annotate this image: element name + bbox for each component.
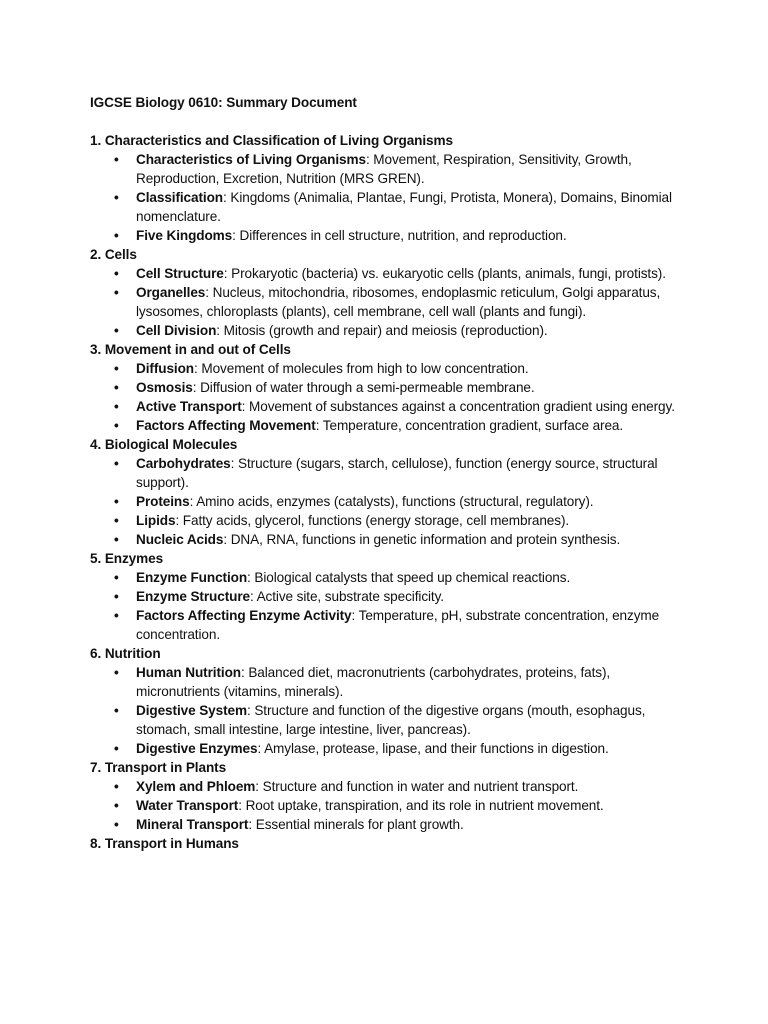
item-term: Xylem and Phloem [136,779,256,794]
item-description: : Kingdoms (Animalia, Plantae, Fungi, Protista, Monera), Domains, Binomial nomenclature. [136,190,672,224]
list-item [90,739,690,758]
section-heading: 5. Enzymes [90,551,164,566]
item-description: : Temperature, concentration gradient, surface area. [315,418,624,433]
bullet-icon: • [114,779,119,794]
section-list [90,568,690,644]
item-description: : Movement of substances against a concentration gradient using energy. [241,399,675,414]
list-item [90,663,690,701]
list-item [90,283,690,321]
bullet-icon: • [114,190,119,205]
item-term: Enzyme Structure [136,589,250,604]
list-item [90,416,690,435]
item-description: : Root uptake, transpiration, and its role in nutrient movement. [238,798,604,813]
bullet-icon: • [114,285,119,300]
bullet-icon: • [114,741,119,756]
item-term: Mineral Transport [136,817,249,832]
item-description: : Amylase, protease, lipase, and their functions in digestion. [257,741,609,756]
item-term: Human Nutrition [136,665,241,680]
list-item [90,701,690,739]
item-description: : Mitosis (growth and repair) and meiosis (reproduction). [216,323,548,338]
item-description: : Movement of molecules from high to low concentration. [194,361,529,376]
bullet-icon: • [114,665,119,680]
item-term: Digestive System [136,703,247,718]
bullet-icon: • [114,513,119,528]
list-item [90,321,690,340]
item-description: : Differences in cell structure, nutrition, and reproduction. [232,228,567,243]
bullet-icon: • [114,361,119,376]
item-term: Classification [136,190,223,205]
bullet-icon: • [114,399,119,414]
bullet-icon: • [114,266,119,281]
item-description: : Structure (sugars, starch, cellulose), function (energy source, structural support). [136,456,658,490]
item-description: : Nucleus, mitochondria, ribosomes, endoplasmic reticulum, Golgi apparatus, lysosomes, chloroplasts (plants), cell membrane, cell wall (plants and fungi). [136,285,661,319]
item-term: Organelles [136,285,206,300]
bullet-icon: • [114,418,119,433]
item-term: Five Kingdoms [136,228,233,243]
document-sections [90,131,690,853]
bullet-icon: • [114,817,119,832]
item-term: Cell Structure [136,266,224,281]
list-item [90,777,690,796]
section-list [90,359,690,435]
item-description: : Essential minerals for plant growth. [248,817,464,832]
section-heading: 1. Characteristics and Classification of Living Organisms [90,133,453,148]
list-item [90,530,690,549]
list-item [90,587,690,606]
item-term: Cell Division [136,323,217,338]
item-term: Water Transport [136,798,239,813]
list-item [90,454,690,492]
item-term: Characteristics of Living Organisms [136,152,366,167]
list-item [90,796,690,815]
item-term: Nucleic Acids [136,532,224,547]
list-item [90,264,690,283]
item-term: Factors Affecting Enzyme Activity [136,608,352,623]
item-description: : Temperature, pH, substrate concentration, enzyme concentration. [136,608,660,642]
section-list [90,777,690,834]
section-list [90,264,690,340]
item-term: Active Transport [136,399,242,414]
bullet-icon: • [114,570,119,585]
item-description: : Fatty acids, glycerol, functions (energy storage, cell membranes). [175,513,570,528]
item-term: Diffusion [136,361,194,376]
bullet-icon: • [114,228,119,243]
bullet-icon: • [114,608,119,623]
item-description: : Active site, substrate specificity. [249,589,444,604]
item-term: Carbohydrates [136,456,231,471]
list-item [90,815,690,834]
bullet-icon: • [114,323,119,338]
section-heading: 6. Nutrition [90,646,161,661]
list-item [90,378,690,397]
list-item [90,226,690,245]
section-list [90,663,690,758]
list-item [90,511,690,530]
item-description: : Structure and function of the digestive organs (mouth, esophagus, stomach, small intestine, large intestine, liver, pancreas). [136,703,646,737]
section-heading: 2. Cells [90,247,137,262]
bullet-icon: • [114,589,119,604]
bullet-icon: • [114,532,119,547]
item-term: Proteins [136,494,190,509]
list-item [90,397,690,416]
document-page [90,93,690,853]
item-description: : Movement, Respiration, Sensitivity, Growth, Reproduction, Excretion, Nutrition (MRS GREN). [136,152,632,186]
bullet-icon: • [114,380,119,395]
bullet-icon: • [114,798,119,813]
item-description: : Balanced diet, macronutrients (carbohydrates, proteins, fats), micronutrients (vitamins, minerals). [136,665,611,699]
item-description: : Prokaryotic (bacteria) vs. eukaryotic cells (plants, animals, fungi, protists). [223,266,666,281]
item-term: Factors Affecting Movement [136,418,316,433]
bullet-icon: • [114,703,119,718]
section-heading: 3. Movement in and out of Cells [90,342,291,357]
list-item [90,492,690,511]
list-item [90,568,690,587]
item-description: : Biological catalysts that speed up chemical reactions. [247,570,571,585]
section-heading: 4. Biological Molecules [90,437,238,452]
list-item [90,606,690,644]
item-term: Enzyme Function [136,570,248,585]
list-item [90,150,690,188]
item-description: : Structure and function in water and nutrient transport. [255,779,579,794]
bullet-icon: • [114,494,119,509]
item-description: : Diffusion of water through a semi-permeable membrane. [192,380,535,395]
item-term: Digestive Enzymes [136,741,258,756]
list-item [90,359,690,378]
item-term: Lipids [136,513,176,528]
section-list [90,454,690,549]
bullet-icon: • [114,152,119,167]
list-item [90,188,690,226]
item-term: Osmosis [136,380,193,395]
document-title: IGCSE Biology 0610: Summary Document [90,95,357,110]
item-description: : Amino acids, enzymes (catalysts), functions (structural, regulatory). [189,494,594,509]
section-list [90,150,690,245]
section-heading: 8. Transport in Humans [90,836,239,851]
bullet-icon: • [114,456,119,471]
section-heading: 7. Transport in Plants [90,760,227,775]
item-description: : DNA, RNA, functions in genetic information and protein synthesis. [223,532,621,547]
